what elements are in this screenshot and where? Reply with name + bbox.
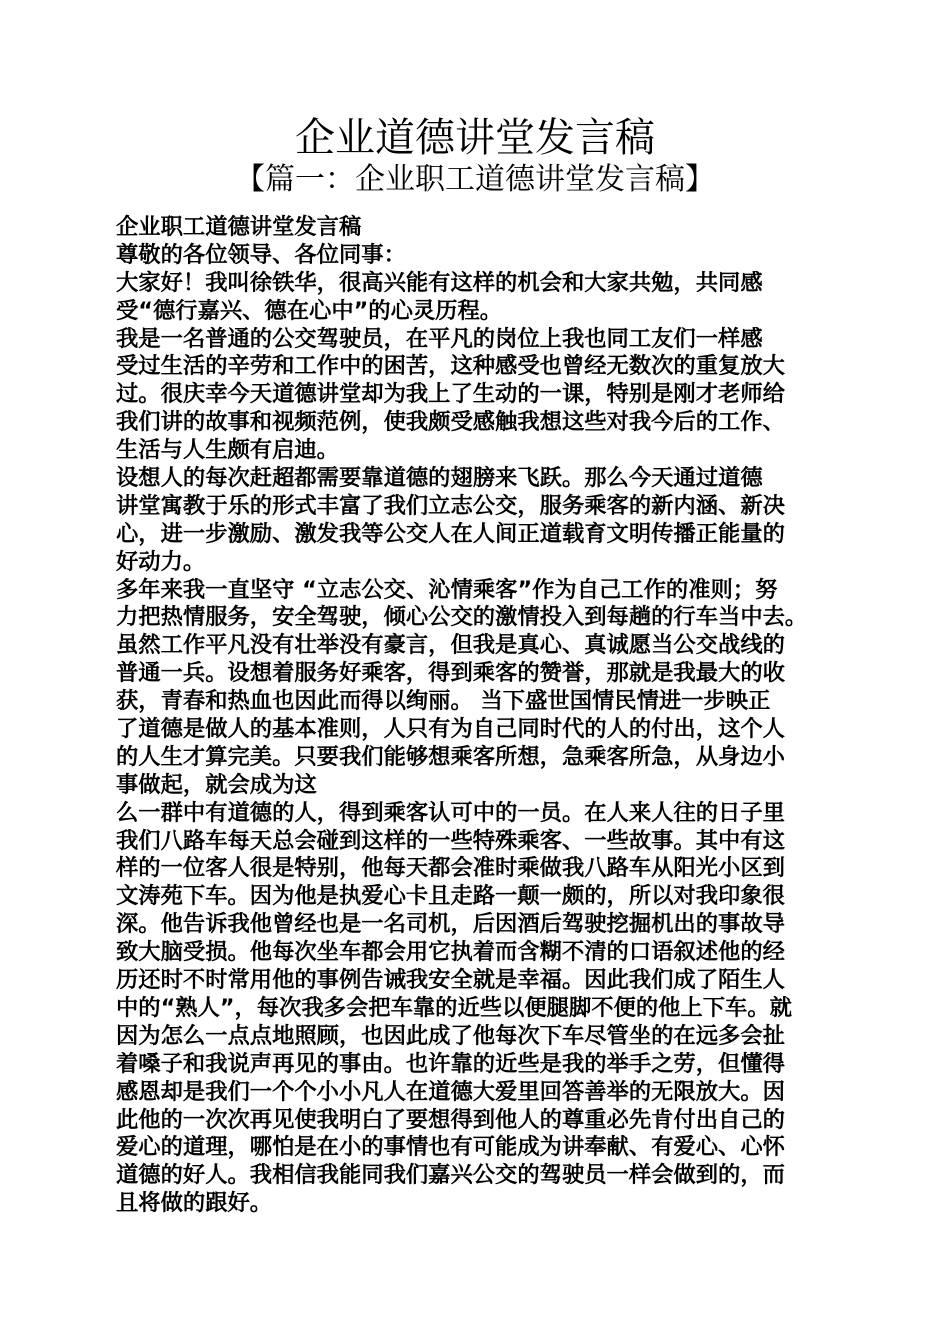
text-line: 因为怎么一点点地照顾，也因此成了他每次下车尽管坐的在远多会扯 [116, 1022, 785, 1049]
text-line: 文涛苑下车。因为他是执爱心卡且走路一颠一颇的，所以对我印象很 [116, 883, 785, 910]
text-line: 了道德是做人的基本准则，人只有为自己同时代的人的付出，这个人 [116, 716, 785, 743]
text-line: 大家好！我叫徐铁华，很高兴能有这样的机会和大家共勉，共同感 [116, 269, 763, 296]
text-line: 且将做的跟好。 [116, 1190, 273, 1217]
text-line: 力把热情服务，安全驾驶，倾心公交的激情投入到每趟的行车当中去。 [116, 604, 808, 631]
text-line: 致大脑受损。他每次坐车都会用它执着而含糊不清的口语叙述他的经 [116, 939, 785, 966]
text-line: 的人生才算完美。只要我们能够想乘客所想，急乘客所急，从身边小 [116, 743, 785, 770]
text-line: 道德的好人。我相信我能同我们嘉兴公交的驾驶员一样会做到的，而 [116, 1162, 785, 1189]
text-line: 样的一位客人很是特别，他每天都会准时乘做我八路车从阳光小区到 [116, 855, 785, 882]
text-line: 事做起，就会成为这 [116, 771, 317, 798]
text-line: 虽然工作平凡没有壮举没有豪言，但我是真心、真诚愿当公交战线的 [116, 632, 785, 659]
text-line: 受“德行嘉兴、德在心中”的心灵历程。 [116, 297, 503, 324]
text-line: 着嗓子和我说声再见的事由。也许靠的近些是我的举手之劳，但懂得 [116, 1050, 785, 1077]
text-line: 获，青春和热血也因此而得以绚丽。 当下盛世国情民情进一步映正 [116, 688, 771, 715]
text-line: 深。他告诉我他曾经也是一名司机，后因酒后驾驶挖掘机出的事故导 [116, 911, 785, 938]
text-line: 讲堂寓教于乐的形式丰富了我们立志公交，服务乘客的新内涵、新决 [116, 492, 785, 519]
text-line: 受过生活的辛劳和工作中的困苦，这种感受也曾经无数次的重复放大 [116, 353, 785, 380]
text-line: 过。很庆幸今天道德讲堂却为我上了生动的一课，特别是刚才老师给 [116, 381, 785, 408]
text-line: 历还时不时常用他的事例告诫我安全就是幸福。因此我们成了陌生人 [116, 967, 785, 994]
text-line: 普通一兵。设想着服务好乘客，得到乘客的赞誉，那就是我最大的收 [116, 660, 785, 687]
text-line: 心，进一步激励、激发我等公交人在人间正道载育文明传播正能量的 [116, 520, 785, 547]
text-line: 感恩却是我们一个个小小凡人在道德大爱里回答善举的无限放大。因 [116, 1078, 785, 1105]
text-line: 我们讲的故事和视频范例，使我颇受感触我想这些对我今后的工作、 [116, 409, 785, 436]
text-line: 中的“熟人”，每次我多会把车靠的近些以便腿脚不便的他上下车。就 [116, 994, 792, 1021]
text-line: 我是一名普通的公交驾驶员，在平凡的岗位上我也同工友们一样感 [116, 325, 763, 352]
text-line: 尊敬的各位领导、各位同事： [116, 241, 406, 268]
text-line: 么一群中有道德的人，得到乘客认可中的一员。在人来人往的日子里 [116, 799, 785, 826]
text-line: 此他的一次次再见使我明白了要想得到他人的尊重必先肯付出自己的 [116, 1106, 785, 1133]
document-title: 企业道德讲堂发言稿 [295, 115, 655, 161]
text-line: 设想人的每次赶超都需要靠道德的翅膀来飞跃。那么今天通过道德 [116, 465, 763, 492]
document-subtitle: 【篇一：企业职工道德讲堂发言稿】 [235, 162, 715, 197]
text-line: 多年来我一直坚守 “立志公交、沁情乘客”作为自己工作的准则；努 [116, 576, 778, 603]
document-body [116, 214, 848, 1218]
text-line: 我们八路车每天总会碰到这样的一些特殊乘客、一些故事。其中有这 [116, 827, 785, 854]
text-line: 企业职工道德讲堂发言稿 [116, 214, 362, 240]
text-line: 爱心的道理，哪怕是在小的事情也有可能成为讲奉献、有爱心、心怀 [116, 1134, 785, 1161]
text-line: 生活与人生颇有启迪。 [116, 437, 339, 464]
text-line: 好动力。 [116, 548, 206, 575]
